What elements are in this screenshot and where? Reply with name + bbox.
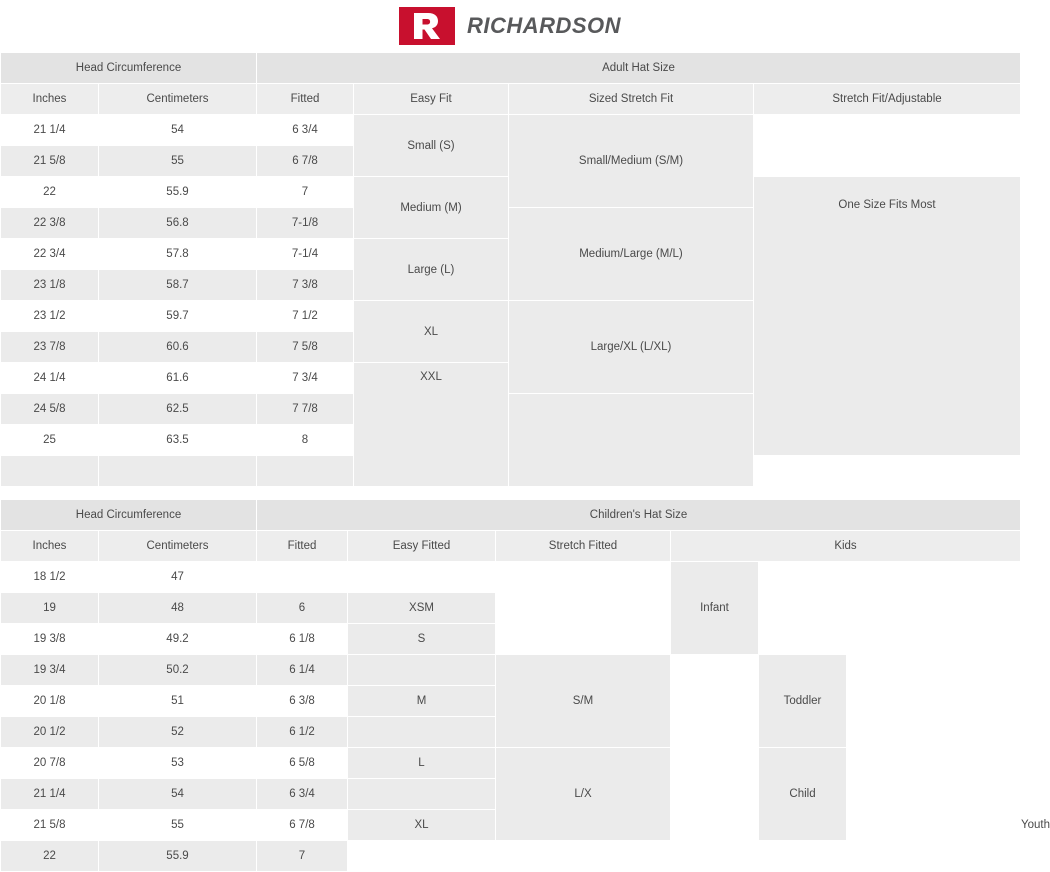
children-inches: 18 1/2 — [1, 562, 99, 593]
adult-fitted: 7 3/4 — [257, 363, 354, 394]
adult-group-hat-size: Adult Hat Size — [257, 53, 1021, 84]
adult-centimeters: 56.8 — [99, 208, 257, 239]
children-inches: 20 1/8 — [1, 686, 99, 717]
adult-easy-fit: Large (L) — [354, 239, 509, 301]
adult-sized-stretch-fit — [509, 394, 754, 487]
children-col-stretch-fitted: Stretch Fitted — [496, 531, 671, 562]
children-easy-fitted: M — [348, 686, 496, 717]
children-centimeters: 53 — [99, 748, 257, 779]
adult-easy-fit: XL — [354, 301, 509, 363]
children-stretch-fitted — [496, 841, 671, 872]
children-easy-fitted: L — [348, 748, 496, 779]
adult-fitted: 6 3/4 — [257, 115, 354, 146]
adult-sized-stretch-fit: Medium/Large (M/L) — [509, 208, 754, 301]
children-easy-fitted — [348, 717, 496, 748]
children-col-inches: Inches — [1, 531, 99, 562]
adult-inches: 21 1/4 — [1, 115, 99, 146]
children-easy-fitted — [348, 655, 496, 686]
children-fitted: 6 3/4 — [257, 779, 348, 810]
children-inches: 20 7/8 — [1, 748, 99, 779]
adult-centimeters: 57.8 — [99, 239, 257, 270]
table-separator — [0, 487, 1020, 499]
children-easy-fitted — [348, 779, 496, 810]
children-centimeters: 49.2 — [99, 624, 257, 655]
children-inches: 19 3/8 — [1, 624, 99, 655]
children-centimeters: 55 — [99, 810, 257, 841]
children-group-hat-size: Children's Hat Size — [257, 500, 1021, 531]
adult-col-centimeters: Centimeters — [99, 84, 257, 115]
children-easy-fitted: S — [348, 624, 496, 655]
adult-centimeters — [99, 456, 257, 487]
adult-centimeters: 54 — [99, 115, 257, 146]
children-kids-empty-a — [759, 562, 847, 655]
children-kids-empty-f — [671, 841, 759, 872]
children-fitted: 6 1/2 — [257, 717, 348, 748]
table-row — [1, 562, 1021, 593]
children-fitted: 6 1/8 — [257, 624, 348, 655]
children-kids-empty-c — [935, 562, 1021, 841]
children-stretch-fitted — [496, 562, 671, 655]
children-centimeters: 50.2 — [99, 655, 257, 686]
children-kids-empty-h — [935, 841, 1021, 872]
adult-column-header-row — [1, 84, 1021, 115]
adult-centimeters: 63.5 — [99, 425, 257, 456]
children-fitted: 6 7/8 — [257, 810, 348, 841]
adult-easy-fit: Medium (M) — [354, 177, 509, 239]
adult-inches: 21 5/8 — [1, 146, 99, 177]
adult-fitted — [257, 456, 354, 487]
children-group-head-circumference: Head Circumference — [1, 500, 257, 531]
children-col-fitted: Fitted — [257, 531, 348, 562]
children-kids-empty-g — [759, 841, 847, 872]
adult-col-inches: Inches — [1, 84, 99, 115]
children-centimeters: 52 — [99, 717, 257, 748]
children-kids-toddler: Toddler — [759, 655, 847, 748]
adult-fitted: 6 7/8 — [257, 146, 354, 177]
adult-fitted: 8 — [257, 425, 354, 456]
children-fitted: 7 — [257, 841, 348, 872]
children-inches: 22 — [1, 841, 99, 872]
children-group-header-row — [1, 500, 1021, 531]
adult-stretch-fit-adjustable — [754, 115, 1021, 177]
adult-fitted: 7 5/8 — [257, 332, 354, 363]
adult-inches: 22 3/8 — [1, 208, 99, 239]
children-fitted: 6 5/8 — [257, 748, 348, 779]
adult-fitted: 7 1/2 — [257, 301, 354, 332]
children-kids-infant: Infant — [671, 562, 759, 655]
adult-stretch-fit-adjustable — [754, 456, 1021, 487]
adult-fitted: 7 — [257, 177, 354, 208]
children-inches: 19 3/4 — [1, 655, 99, 686]
table-row: 21 1/4 54 6 3/4 Youth — [1, 779, 1021, 810]
children-inches: 19 — [1, 593, 99, 624]
children-centimeters: 55.9 — [99, 841, 257, 872]
children-kids-empty-b — [847, 562, 935, 748]
adult-easy-fit: XXL — [354, 363, 509, 487]
adult-inches — [1, 456, 99, 487]
adult-centimeters: 59.7 — [99, 301, 257, 332]
adult-fitted: 7-1/4 — [257, 239, 354, 270]
children-kids-empty-d — [671, 655, 759, 841]
adult-centimeters: 55.9 — [99, 177, 257, 208]
adult-inches: 22 3/4 — [1, 239, 99, 270]
children-fitted: 6 — [257, 593, 348, 624]
children-col-centimeters: Centimeters — [99, 531, 257, 562]
children-easy-fitted: XL — [348, 810, 496, 841]
adult-inches: 24 5/8 — [1, 394, 99, 425]
adult-inches: 23 1/2 — [1, 301, 99, 332]
adult-inches: 22 — [1, 177, 99, 208]
children-easy-fitted — [348, 562, 496, 593]
adult-col-stretch-fit-adjustable: Stretch Fit/Adjustable — [754, 84, 1021, 115]
adult-group-header-row — [1, 53, 1021, 84]
adult-centimeters: 61.6 — [99, 363, 257, 394]
adult-centimeters: 55 — [99, 146, 257, 177]
adult-fitted: 7 3/8 — [257, 270, 354, 301]
adult-easy-fit: Small (S) — [354, 115, 509, 177]
adult-hat-size-table — [0, 52, 1021, 487]
adult-centimeters: 60.6 — [99, 332, 257, 363]
adult-inches: 25 — [1, 425, 99, 456]
adult-centimeters: 62.5 — [99, 394, 257, 425]
adult-stretch-fit-adjustable: One Size Fits Most — [754, 177, 1021, 456]
table-row — [1, 748, 1021, 779]
children-column-header-row — [1, 531, 1021, 562]
adult-inches: 24 1/4 — [1, 363, 99, 394]
children-col-kids: Kids — [671, 531, 1021, 562]
brand-name: RICHARDSON — [466, 13, 622, 38]
children-stretch-fitted: L/X — [496, 748, 671, 841]
adult-col-easy-fit: Easy Fit — [354, 84, 509, 115]
children-kids-child: Child — [759, 748, 847, 841]
brand-logo-bar — [0, 0, 1020, 52]
adult-sized-stretch-fit: Small/Medium (S/M) — [509, 115, 754, 208]
adult-col-sized-stretch-fit: Sized Stretch Fit — [509, 84, 754, 115]
children-fitted: 6 1/4 — [257, 655, 348, 686]
adult-fitted: 7-1/8 — [257, 208, 354, 239]
children-fitted — [257, 562, 348, 593]
adult-inches: 23 1/8 — [1, 270, 99, 301]
children-inches: 21 1/4 — [1, 779, 99, 810]
children-fitted: 6 3/8 — [257, 686, 348, 717]
children-centimeters: 51 — [99, 686, 257, 717]
adult-sized-stretch-fit: Large/XL (L/XL) — [509, 301, 754, 394]
adult-col-fitted: Fitted — [257, 84, 354, 115]
children-inches: 21 5/8 — [1, 810, 99, 841]
children-stretch-fitted: S/M — [496, 655, 671, 748]
childrens-hat-size-table — [0, 499, 1050, 872]
children-centimeters: 48 — [99, 593, 257, 624]
adult-inches: 23 7/8 — [1, 332, 99, 363]
children-inches: 20 1/2 — [1, 717, 99, 748]
table-row — [1, 115, 1021, 146]
children-col-easy-fitted: Easy Fitted — [348, 531, 496, 562]
children-kids-empty-e — [847, 779, 935, 872]
adult-group-head-circumference: Head Circumference — [1, 53, 257, 84]
adult-centimeters: 58.7 — [99, 270, 257, 301]
adult-fitted: 7 7/8 — [257, 394, 354, 425]
children-easy-fitted — [348, 841, 496, 872]
children-centimeters: 47 — [99, 562, 257, 593]
richardson-r-logo-icon — [399, 7, 455, 45]
children-centimeters: 54 — [99, 779, 257, 810]
children-easy-fitted: XSM — [348, 593, 496, 624]
